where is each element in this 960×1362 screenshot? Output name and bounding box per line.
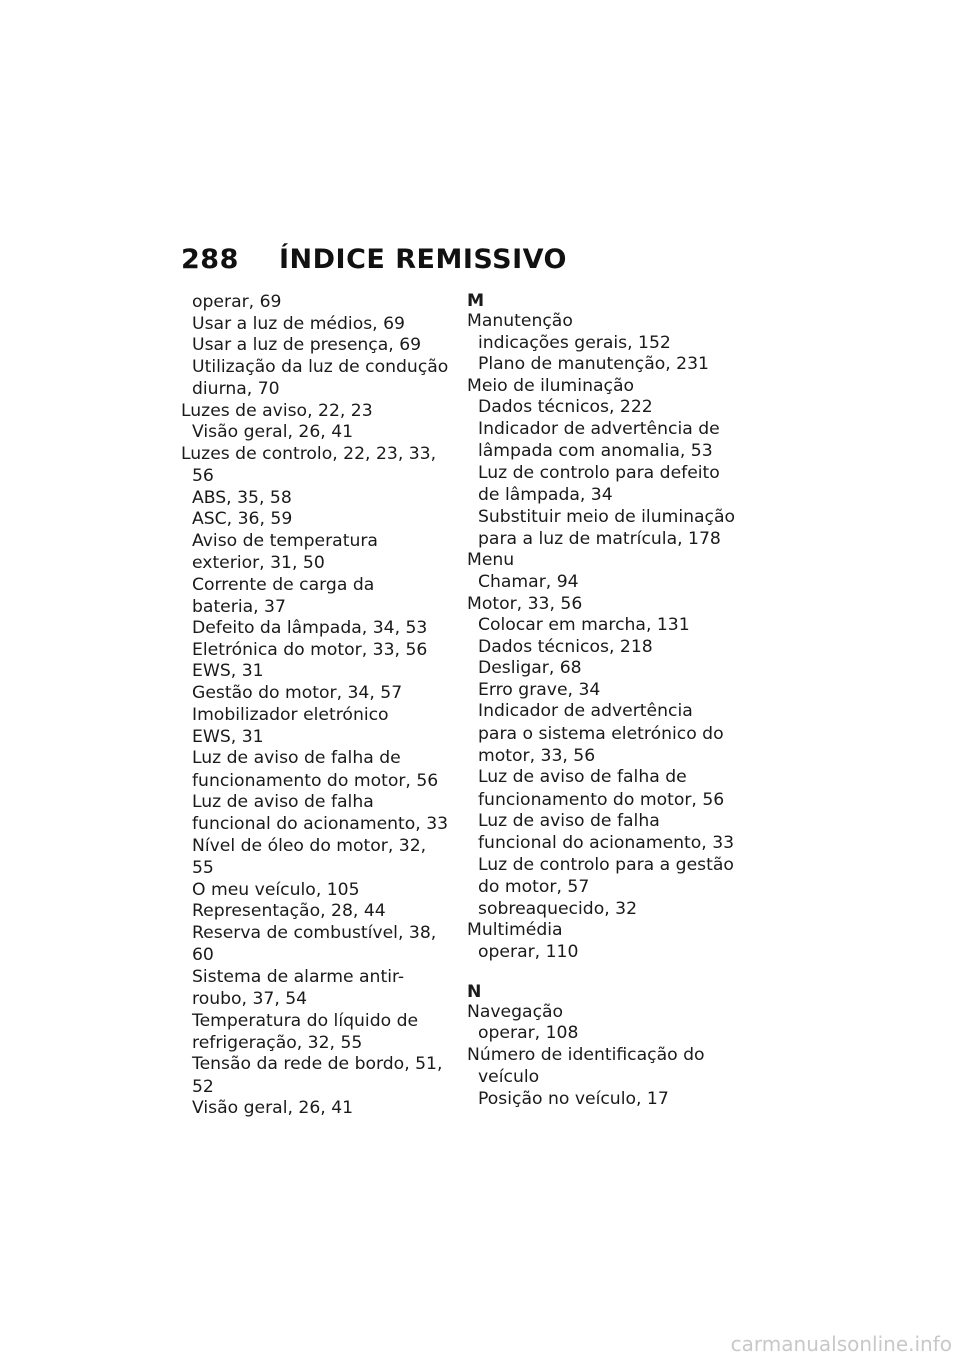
index-entry-line: Imobilizador eletrónico <box>192 704 389 725</box>
index-entry-line: Luz de aviso de falha de <box>192 748 401 769</box>
index-subentry <box>181 1098 453 1120</box>
index-entry-line: diurna, 70 <box>192 378 280 399</box>
index-entry-line: Temperatura do líquido de <box>192 1010 419 1031</box>
index-entry-line: ABS, 35, 58 <box>192 487 292 508</box>
index-entry-line: Indicador de advertência de <box>478 418 720 439</box>
index-subentry <box>467 767 739 811</box>
index-entry-line: funcionamento do motor, 56 <box>192 770 439 791</box>
index-letter-heading: N <box>467 981 482 1002</box>
index-entry-line: bateria, 37 <box>192 596 286 617</box>
page-title: ÍNDICE REMISSIVO <box>279 244 568 275</box>
index-entry-line: Luz de aviso de falha <box>192 792 374 813</box>
index-entry-line: Usar a luz de presença, 69 <box>192 335 422 356</box>
index-entry-line: funcional do acionamento, 33 <box>478 833 735 854</box>
index-subentry <box>467 855 739 899</box>
index-subentry <box>467 397 739 419</box>
index-entry <box>467 376 739 398</box>
index-entry-line: sobreaquecido, 32 <box>478 898 638 919</box>
index-entry-line: de lâmpada, 34 <box>478 484 613 505</box>
index-entry-line: roubo, 37, 54 <box>192 988 308 1009</box>
index-entry-line: Chamar, 94 <box>478 571 579 592</box>
index-entry-line: Substituir meio de iluminação <box>478 506 736 527</box>
index-subentry <box>181 923 453 967</box>
index-subentry <box>181 748 453 792</box>
index-entry-line: Gestão do motor, 34, 57 <box>192 683 403 704</box>
index-subentry <box>181 880 453 902</box>
index-entry-line: operar, 69 <box>192 292 282 312</box>
index-subentry <box>181 292 453 314</box>
index-subentry <box>181 836 453 880</box>
index-entry-line: Utilização da luz de condução <box>192 356 449 377</box>
index-entry-line: Visão geral, 26, 41 <box>192 422 354 443</box>
index-entry-line: para o sistema eletrónico do <box>478 723 724 744</box>
index-entry-line: funcionamento do motor, 56 <box>478 789 725 810</box>
index-subentry <box>181 967 453 1011</box>
index-subentry <box>467 811 739 855</box>
index-subentry <box>467 658 739 680</box>
watermark: carmanualsonline.info <box>730 1332 952 1356</box>
index-entry-line: Luz de controlo para a gestão <box>478 855 734 875</box>
index-entry-line: Dados técnicos, 218 <box>478 636 653 657</box>
index-subentry <box>181 422 453 444</box>
index-entry-line: 52 <box>192 1076 214 1097</box>
index-subentry <box>181 357 453 401</box>
index-entry-line: Usar a luz de médios, 69 <box>192 313 405 334</box>
index-entry-line: Navegação <box>467 1001 564 1022</box>
index-entry-line: Posição no veículo, 17 <box>478 1088 669 1109</box>
index-subentry <box>181 661 453 683</box>
index-entry-line: Luzes de controlo, 22, 23, 33, <box>181 443 437 464</box>
index-subentry <box>467 701 739 767</box>
index-entry-line: do motor, 57 <box>478 877 590 898</box>
index-entry-line: O meu veículo, 105 <box>192 879 360 900</box>
index-entry <box>467 550 739 572</box>
index-subentry <box>181 575 453 619</box>
index-entry-line: Manutenção <box>467 311 573 331</box>
index-subentry <box>181 705 453 749</box>
index-entry-line: 55 <box>192 858 214 879</box>
index-entry-line: refrigeração, 32, 55 <box>192 1032 363 1053</box>
index-entry-line: Meio de iluminação <box>467 375 634 396</box>
index-subentry <box>181 901 453 923</box>
index-entry <box>467 920 739 942</box>
index-entry-line: Aviso de temperatura <box>192 530 378 551</box>
index-subentry <box>181 1011 453 1055</box>
index-subentry <box>467 680 739 702</box>
index-entry-line: motor, 33, 56 <box>478 745 596 766</box>
index-entry-line: Colocar em marcha, 131 <box>478 615 690 636</box>
index-subentry <box>467 942 739 964</box>
index-subentry <box>467 899 739 921</box>
index-entry-line: Plano de manutenção, 231 <box>478 354 709 375</box>
index-entry-line: 56 <box>192 465 214 486</box>
index-entry-line: Visão geral, 26, 41 <box>192 1098 354 1119</box>
index-entry-line: Motor, 33, 56 <box>467 593 583 614</box>
index-entry-line: veículo <box>478 1066 540 1087</box>
page-header <box>181 244 567 275</box>
index-subentry <box>181 618 453 640</box>
index-entry-line: para a luz de matrícula, 178 <box>478 528 721 549</box>
index-subentry <box>181 683 453 705</box>
index-entry-line: 60 <box>192 945 214 966</box>
index-subentry <box>181 1054 453 1098</box>
index-subentry <box>181 509 453 531</box>
index-subentry <box>467 463 739 507</box>
index-subentry <box>181 314 453 336</box>
index-subentry <box>467 333 739 355</box>
index-entry-line: Luz de aviso de falha de <box>478 767 687 788</box>
index-entry-line: funcional do acionamento, 33 <box>192 814 449 835</box>
index-entry-line: operar, 110 <box>478 941 579 962</box>
index-entry <box>181 444 453 488</box>
index-entry-line: ASC, 36, 59 <box>192 509 293 530</box>
index-entry <box>181 401 453 423</box>
index-subentry <box>467 1089 739 1111</box>
index-entry-line: operar, 108 <box>478 1023 579 1044</box>
page-number: 288 <box>181 244 239 275</box>
index-entry-line: indicações gerais, 152 <box>478 332 671 353</box>
index-entry <box>467 594 739 616</box>
index-entry-line: Luz de controlo para defeito <box>478 462 720 483</box>
index-subentry <box>467 507 739 551</box>
index-subentry <box>181 335 453 357</box>
index-subentry <box>181 640 453 662</box>
index-subentry <box>467 637 739 659</box>
index-entry-line: Representação, 28, 44 <box>192 901 386 922</box>
index-entry-line: EWS, 31 <box>192 726 264 747</box>
index-entry-line: Eletrónica do motor, 33, 56 <box>192 639 428 660</box>
index-entry-line: Luzes de aviso, 22, 23 <box>181 400 373 421</box>
index-entry-line: Corrente de carga da <box>192 574 375 595</box>
index-entry-line: Sistema de alarme antir- <box>192 966 405 987</box>
index-entry-line: Reserva de combustível, 38, <box>192 922 437 943</box>
index-letter-heading: M <box>467 291 485 311</box>
index-subentry <box>467 1023 739 1045</box>
index-entry-line: Dados técnicos, 222 <box>478 397 653 418</box>
index-subentry <box>181 792 453 836</box>
index-entry-line: Menu <box>467 550 515 571</box>
index-entry <box>467 1002 739 1024</box>
index-entry-line: exterior, 31, 50 <box>192 552 325 573</box>
index-entry-line: Erro grave, 34 <box>478 679 601 700</box>
index-entry-line: Tensão da rede de bordo, 51, <box>192 1054 443 1075</box>
index-subentry <box>467 419 739 463</box>
index-entry-line: Defeito da lâmpada, 34, 53 <box>192 618 428 639</box>
index-subentry <box>181 531 453 575</box>
index-entry-line: Número de identificação do <box>467 1044 705 1065</box>
index-subentry <box>467 572 739 594</box>
index-entry-line: Multimédia <box>467 920 563 941</box>
index-column-right <box>467 292 739 1110</box>
index-entry-line: Desligar, 68 <box>478 658 582 679</box>
index-entry <box>467 1045 739 1089</box>
index-entry-line: Luz de aviso de falha <box>478 811 660 832</box>
index-entry-line: Indicador de advertência <box>478 701 693 722</box>
index-entry-line: Nível de óleo do motor, 32, <box>192 836 427 856</box>
index-subentry <box>181 488 453 510</box>
index-entry <box>467 311 739 333</box>
index-entry-line: EWS, 31 <box>192 661 264 682</box>
index-column-left <box>181 292 453 1120</box>
index-entry-line: lâmpada com anomalia, 53 <box>478 441 713 462</box>
index-subentry <box>467 615 739 637</box>
index-subentry <box>467 354 739 376</box>
